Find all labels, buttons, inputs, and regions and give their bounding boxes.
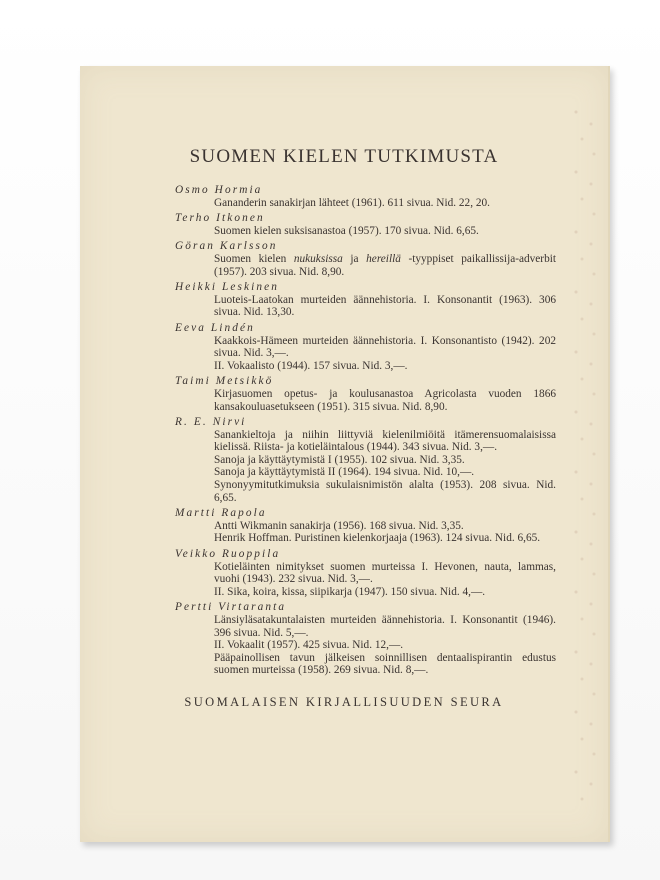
list-item [176, 322, 556, 372]
author-name: Taimi Metsikkö [175, 375, 274, 388]
author-name: Göran Karlsson [175, 240, 278, 253]
list-item [176, 601, 556, 677]
author-name: Terho Itkonen [175, 212, 265, 225]
work-entry: II. Vokaalit (1957). 425 sivua. Nid. 12,—. [214, 639, 404, 652]
list-item [176, 507, 556, 545]
publisher-name: SUOMALAISEN KIRJALLISUUDEN SEURA [184, 695, 504, 709]
work-entry: Länsiyläsatakuntalaisten murteiden äännehistoria. I. Konsonantit (1946). 396 sivua. Nid. 5,—. [214, 614, 556, 639]
list-item [176, 281, 556, 319]
list-item [176, 416, 556, 504]
author-name: Heikki Leskinen [175, 281, 279, 294]
author-name: Osmo Hormia [175, 184, 263, 196]
work-entry: II. Vokaalisto (1944). 157 sivua. Nid. 3,—. [214, 359, 408, 372]
author-name: Veikko Ruoppila [175, 548, 281, 561]
list-item [176, 184, 556, 209]
work-entry [214, 253, 556, 278]
author-name: Martti Rapola [175, 507, 267, 520]
work-italic-term: hereillä [366, 252, 401, 265]
author-name: Pertti Virtaranta [175, 601, 287, 614]
list-item [176, 212, 556, 237]
book-back-cover [80, 66, 610, 842]
work-entry: Gananderin sanakirjan lähteet (1961). 611 sivua. Nid. 22, 20. [214, 196, 490, 209]
work-entry: Antti Wikmanin sanakirja (1956). 168 sivua. Nid. 3,35. [214, 519, 464, 532]
work-entry: Sanankieltoja ja niihin liittyviä kielenilmiöitä itämerensuomalaisissa kielissä. Riista- ja kotieläintalous (1944). 343 sivua. Nid. 3,—. [214, 428, 556, 454]
work-entry: Pääpainollisen tavun jälkeisen soinnillisen dentaalispirantin edustus suomen murteissa (1958). 269 sivua. Nid. 8,—. [214, 651, 556, 677]
author-name: R. E. Nirvi [175, 416, 247, 429]
work-entry: Sanoja ja käyttäytymistä II (1964). 194 sivua. Nid. 10,—. [214, 466, 475, 479]
list-item [176, 240, 556, 278]
work-entry: Kirjasuomen opetus- ja koulusanastoa Agricolasta vuoden 1866 kansakouluasetukseen (1951). 315 sivua. Nid. 8,90. [214, 387, 556, 413]
work-entry: Henrik Hoffman. Puristinen kielenkorjaaja (1963). 124 sivua. Nid. 6,65. [214, 532, 541, 545]
work-entry: Kotieläinten nimitykset suomen murteissa I. Hevonen, nauta, lammas, vuohi (1943). 232 sivua. Nid. 3,—. [214, 560, 556, 586]
author-name: Eeva Lindén [175, 321, 255, 334]
work-text: -tyyppiset paikallissija-adverbit (1957). 203 sivua. Nid. 8,90. [214, 252, 556, 278]
work-entry: II. Sika, koira, kissa, siipikarja (1947). 150 sivua. Nid. 4,—. [214, 585, 486, 598]
list-item [176, 548, 556, 598]
series-title: SUOMEN KIELEN TUTKIMUSTA [189, 146, 499, 167]
work-text: ja [342, 252, 367, 265]
work-entry: Luoteis-Laatokan murteiden äännehistoria. I. Konsonantit (1963). 306 sivua. Nid. 13,30. [214, 293, 556, 319]
work-entry: Kaakkois-Hämeen murteiden äännehistoria. I. Konsonantisto (1942). 202 sivua. Nid. 3,—. [214, 334, 556, 360]
work-entry: Sanoja ja käyttäytymistä I (1955). 102 sivua. Nid. 3,35. [214, 453, 465, 466]
work-entry: Suomen kielen suksisanastoa (1957). 170 sivua. Nid. 6,65. [214, 224, 479, 237]
work-text: Suomen kielen [214, 252, 294, 265]
book-list [176, 181, 556, 677]
work-italic-term: nukuksissa [293, 252, 343, 265]
list-item [176, 375, 556, 413]
work-entry: Synonyymitutkimuksia sukulaisnimistön alalta (1953). 208 sivua. Nid. 6,65. [214, 479, 556, 504]
